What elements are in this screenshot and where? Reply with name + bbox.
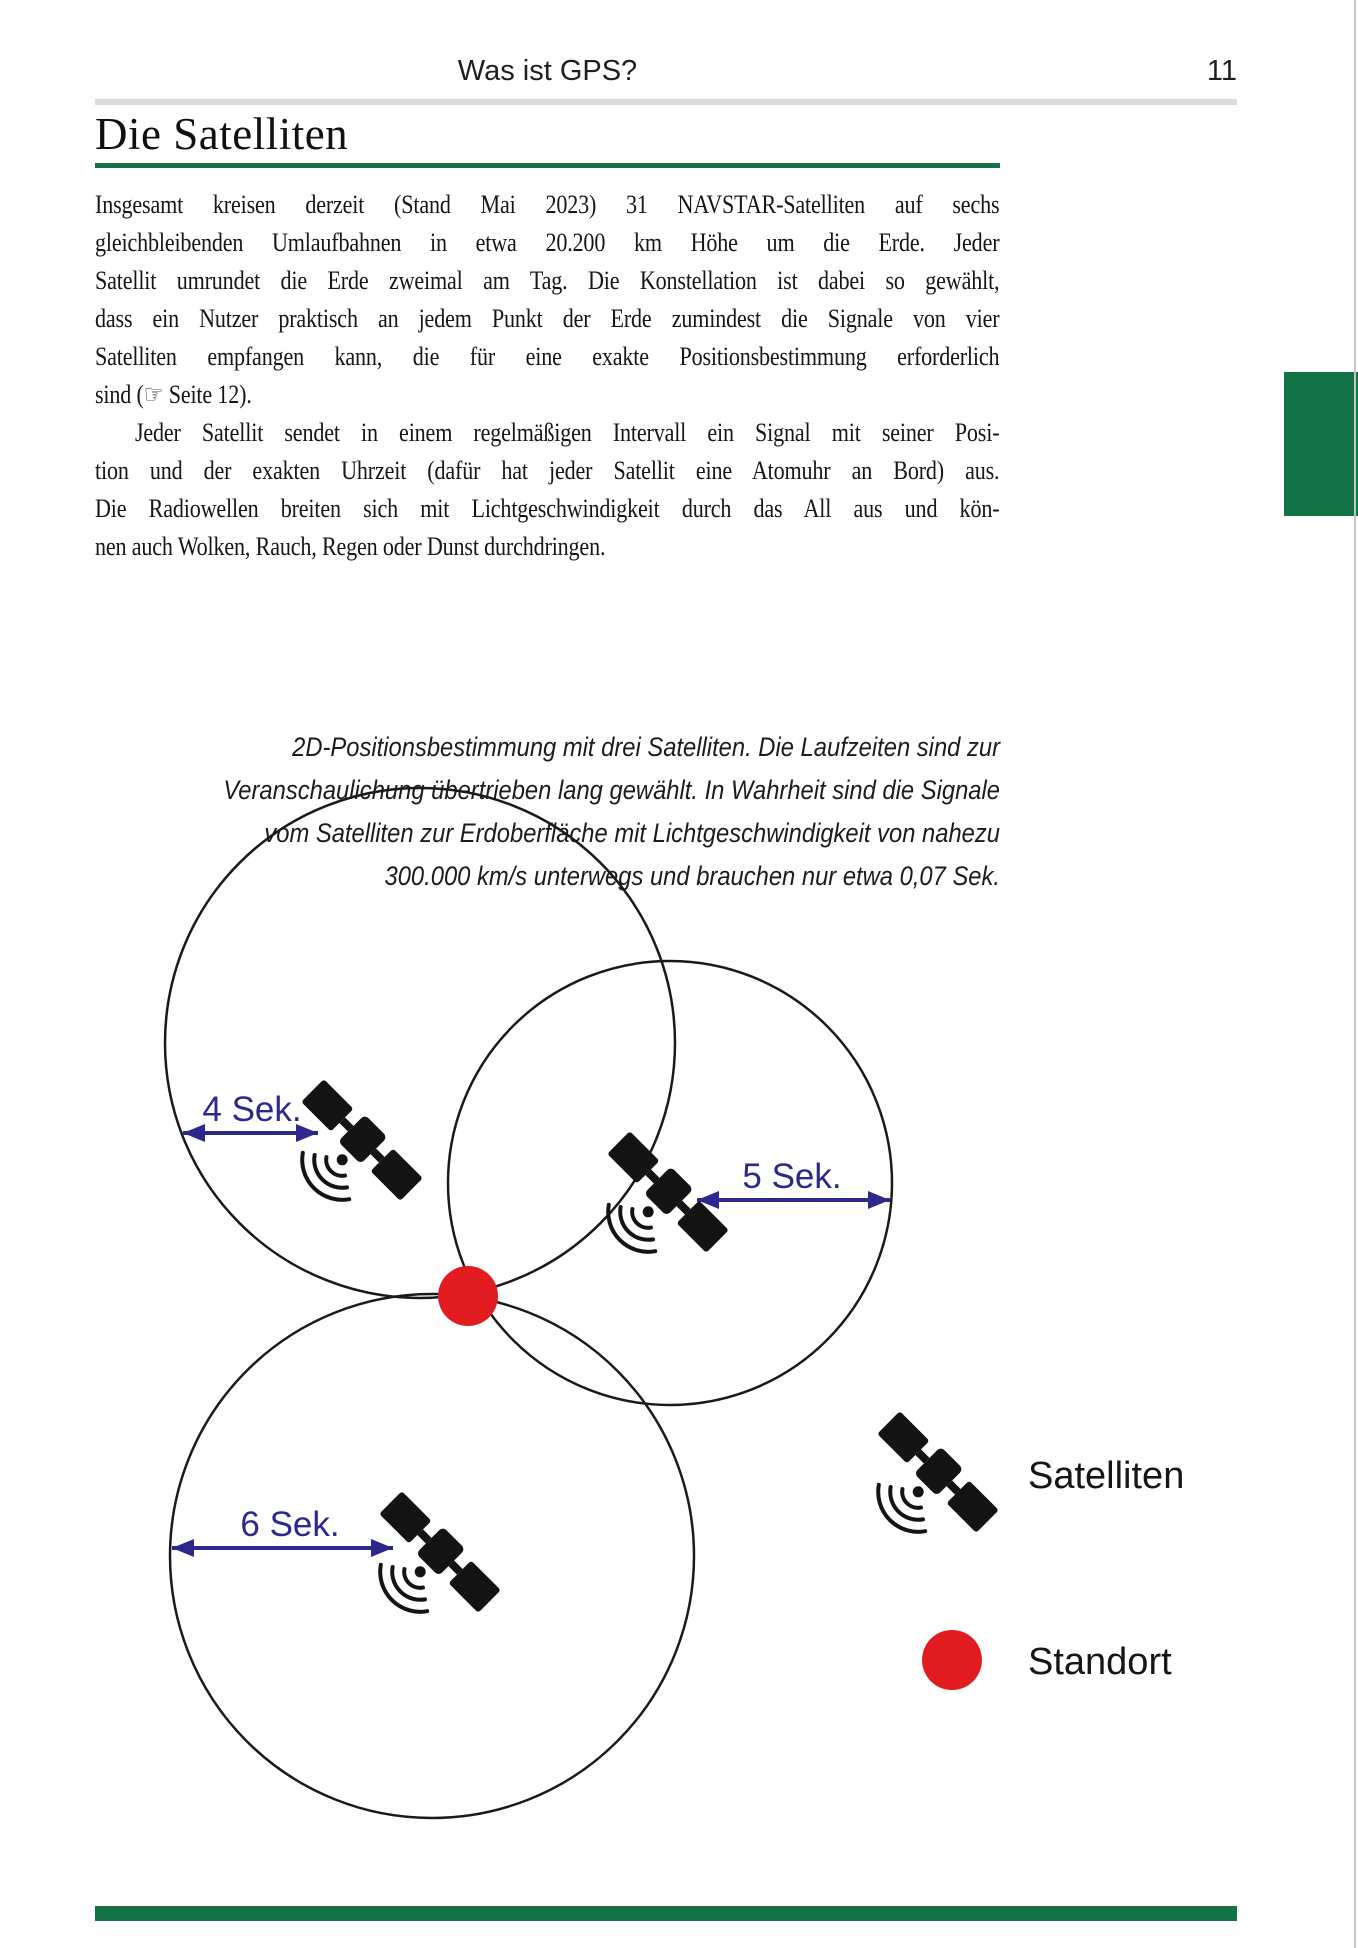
legend — [840, 1408, 1184, 1690]
legend-satellites-label: Satelliten — [1028, 1455, 1185, 1497]
caption-line: 2D-Positionsbestimmung mit drei Satelliten. Die Laufzeiten sind zur — [292, 732, 1000, 762]
page-number: 11 — [1206, 55, 1237, 87]
chapter-thumb-tab — [1284, 372, 1358, 516]
section-title: Die Satelliten — [95, 109, 349, 159]
page-edge-line — [1354, 0, 1356, 1948]
footer-rule — [95, 1906, 1237, 1921]
body-text-line: gleichbleibenden Umlaufbahnen in etwa 20.200 km Höhe um die Erde. Jeder — [95, 228, 1000, 257]
caption-line: Veranschaulichung übertrieben lang gewählt. In Wahrheit sind die Signale — [223, 775, 1000, 805]
body-text-line: Satelliten empfangen kann, die für eine exakte Positionsbestimmung erforderlich — [95, 342, 1000, 371]
header-rule — [95, 99, 1237, 105]
figure-diagram — [0, 760, 1358, 1860]
running-header-title: Was ist GPS? — [457, 55, 638, 87]
legend-location-label: Standort — [1028, 1641, 1172, 1683]
satellite-icon — [342, 1488, 503, 1649]
title-underline — [95, 163, 1000, 168]
body-text-line: Satellit umrundet die Erde zweimal am Tag. Die Konstellation ist dabei so gewählt, — [95, 266, 1000, 295]
time-label-4sek: 4 Sek. — [202, 1090, 302, 1129]
time-label-5sek: 5 Sek. — [742, 1157, 842, 1196]
range-circle-1 — [165, 788, 675, 1298]
body-text-line: Die Radiowellen breiten sich mit Lichtgeschwindigkeit durch das All aus und kön- — [95, 494, 1000, 523]
body-text-line: sind (☞ Seite 12). — [95, 380, 252, 409]
satellite-icon — [570, 1128, 731, 1289]
legend-location-dot — [922, 1630, 982, 1690]
location-dot — [438, 1266, 498, 1326]
body-text-line: dass ein Nutzer praktisch an jedem Punkt der Erde zumindest die Signale von vier — [95, 304, 1000, 333]
body-text — [95, 186, 999, 566]
body-text-line: Insgesamt kreisen derzeit (Stand Mai 2023) 31 NAVSTAR-Satelliten auf sechs — [95, 190, 1000, 219]
caption-line: 300.000 km/s unterwegs und brauchen nur etwa 0,07 Sek. — [384, 861, 1001, 891]
body-text-line: nen auch Wolken, Rauch, Regen oder Dunst durchdringen. — [95, 532, 606, 561]
time-label-6sek: 6 Sek. — [240, 1505, 340, 1544]
body-text-line: Jeder Satellit sendet in einem regelmäßigen Intervall ein Signal mit seiner Posi- — [134, 418, 1000, 447]
body-text-line: tion und der exakten Uhrzeit (dafür hat jeder Satellit eine Atomuhr an Bord) aus. — [95, 456, 1000, 485]
legend-satellite-icon — [840, 1408, 1001, 1569]
caption-line: vom Satelliten zur Erdoberfläche mit Lichtgeschwindigkeit von nahezu — [264, 818, 1001, 848]
